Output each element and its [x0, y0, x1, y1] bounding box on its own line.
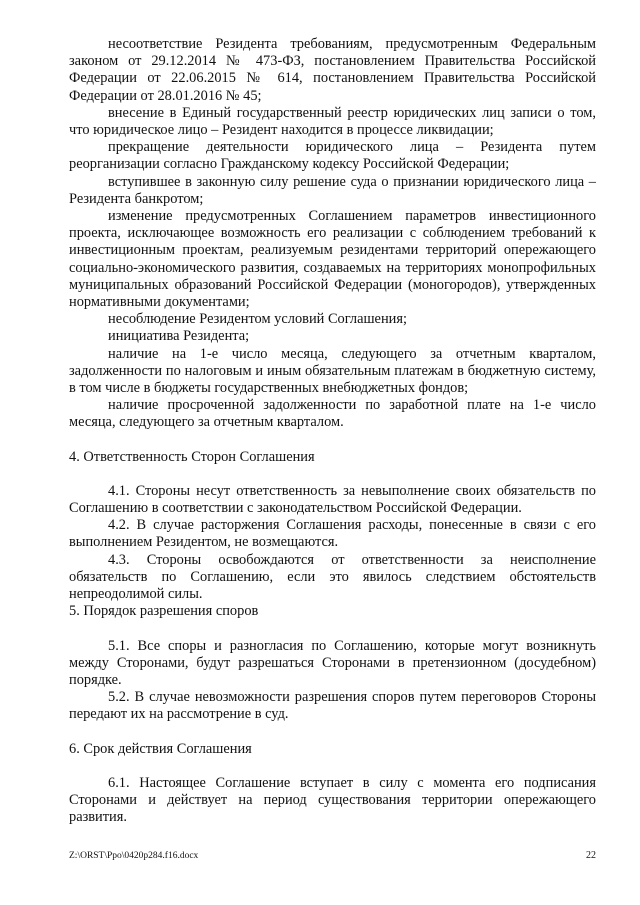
- section-5-heading: 5. Порядок разрешения споров: [69, 603, 259, 620]
- clause-6-1: 6.1. Настоящее Соглашение вступает в силу с момента его подписания Сторонами и действует на период существования территории опережающего развития.: [69, 774, 596, 826]
- clause-4-1: 4.1. Стороны несут ответственность за невыполнение своих обязательств по Соглашению в соответствии с законодательством Российской Федерации.: [69, 482, 596, 517]
- page-number: 22: [586, 850, 596, 861]
- list-item: наличие просроченной задолженности по заработной плате на 1-е число месяца, следующего за отчетным кварталом.: [69, 397, 596, 431]
- document-page: [69, 36, 596, 826]
- list-item: вступившее в законную силу решение суда о признании юридического лица – Резидента банкротом;: [69, 173, 596, 207]
- section-4-body: [69, 483, 596, 603]
- footer-file-path: Z:\ORST\Ppo\0420p284.f16.docx: [69, 851, 199, 861]
- list-item: несоблюдение Резидентом условий Соглашения;: [108, 311, 407, 328]
- section-6-body: [69, 775, 596, 827]
- list-item: внесение в Единый государственный реестр юридических лиц записи о том, что юридическое лицо – Резидент находится в процессе ликвидации;: [69, 104, 596, 139]
- list-item: наличие на 1-е число месяца, следующего за отчетным кварталом, задолженности по налоговым и иным обязательным платежам в бюджетную систему, в том числе в бюджеты государственных внебюджетных фондов;: [69, 345, 596, 397]
- clause-5-1: 5.1. Все споры и разногласия по Соглашению, которые могут возникнуть между Сторонами, будут разрешаться Сторонами в претензионном (досудебном) порядке.: [69, 637, 596, 688]
- section-5-body: [69, 638, 596, 724]
- top-list: [69, 36, 596, 432]
- clause-4-2: 4.2. В случае расторжения Соглашения расходы, понесенные в связи с его выполнением Резидентом, не возмещаются.: [69, 517, 596, 551]
- list-item: инициатива Резидента;: [108, 328, 250, 345]
- clause-4-3: 4.3. Стороны освобождаются от ответственности за неисполнение обязательств по Соглашению, если это явилось следствием обстоятельств непреодолимой силы.: [69, 551, 596, 603]
- list-item: изменение предусмотренных Соглашением параметров инвестиционного проекта, исключающее возможность его реализации с соблюдением требований к инвестиционным проектам, реализуемым резидентами территорий опережающего социально-экономического развития, создаваемых на территориях монопрофильных муниципальных образований Российской Федерации (моногородов), утвержденных нормативными документами;: [69, 208, 596, 311]
- list-item: несоответствие Резидента требованиям, предусмотренным Федеральным законом от 29.12.2014 № 473-ФЗ, постановлением Правительства Российской Федерации от 22.06.2015 № 614, постановлением Правительства Российской Федерации от 28.01.2016 № 45;: [69, 36, 596, 104]
- clause-5-2: 5.2. В случае невозможности разрешения споров путем переговоров Стороны передают их на рассмотрение в суд.: [69, 689, 596, 723]
- section-6-heading: 6. Срок действия Соглашения: [69, 740, 252, 757]
- section-4-heading: 4. Ответственность Сторон Соглашения: [69, 448, 315, 465]
- list-item: прекращение деятельности юридического лица – Резидента путем реорганизации согласно Гражданскому кодексу Российской Федерации;: [69, 139, 596, 173]
